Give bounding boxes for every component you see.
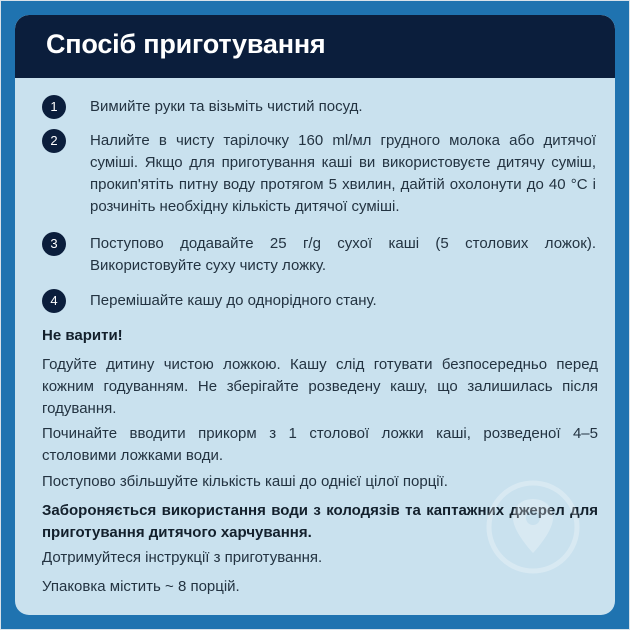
increase-portion-paragraph: Поступово збільшуйте кількість каші до однієї цілої порції. (42, 473, 448, 490)
step-text: Вимийте руки та візьміть чистий посуд. (90, 98, 363, 115)
instructions-panel (15, 15, 615, 615)
panel-header (15, 15, 615, 78)
feeding-paragraph: Годуйте дитину чистою ложкою. Кашу слід готувати безпосередньо перед кожним годуванням. Не зберігайте розведену кашу, що залишилась після годування. (42, 356, 598, 417)
location-pin-icon (483, 477, 583, 577)
step-text: Перемішайте кашу до однорідного стану. (90, 292, 377, 309)
step-number-badge: 2 (42, 129, 66, 153)
water-warning-paragraph: Забороняється використання води з колодязів та каптажних джерел для приготування дитячого харчування. (42, 502, 598, 541)
step-number-badge: 4 (42, 289, 66, 313)
package-contents-paragraph: Упаковка містить ~ 8 порцій. (42, 578, 240, 595)
step-text: Налийте в чисту тарілочку 160 ml/мл грудного молока або дитячої суміші. Якщо для приготування каші ви використовуєте дитячу суміш, прокип'ятіть питну воду протягом 5 хвилин, дайтій охолонути до 40 °С і розчиніть необхідну кількість дитячої суміші. (90, 132, 596, 215)
step-text: Поступово додавайте 25 г/g сухої каші (5 столових ложок). Використовуйте суху чисту ложку. (90, 235, 596, 274)
follow-instructions-paragraph: Дотримуйтеся інструкції з приготування. (42, 549, 323, 566)
step-number-badge: 3 (42, 232, 66, 256)
start-feeding-paragraph: Починайте вводити прикорм з 1 столової ложки каші, розведеної 4–5 столовими ложками води. (42, 425, 598, 464)
page-title: Спосіб приготування (46, 29, 326, 59)
step-number-badge: 1 (42, 95, 66, 119)
no-boil-heading: Не варити! (42, 327, 123, 344)
